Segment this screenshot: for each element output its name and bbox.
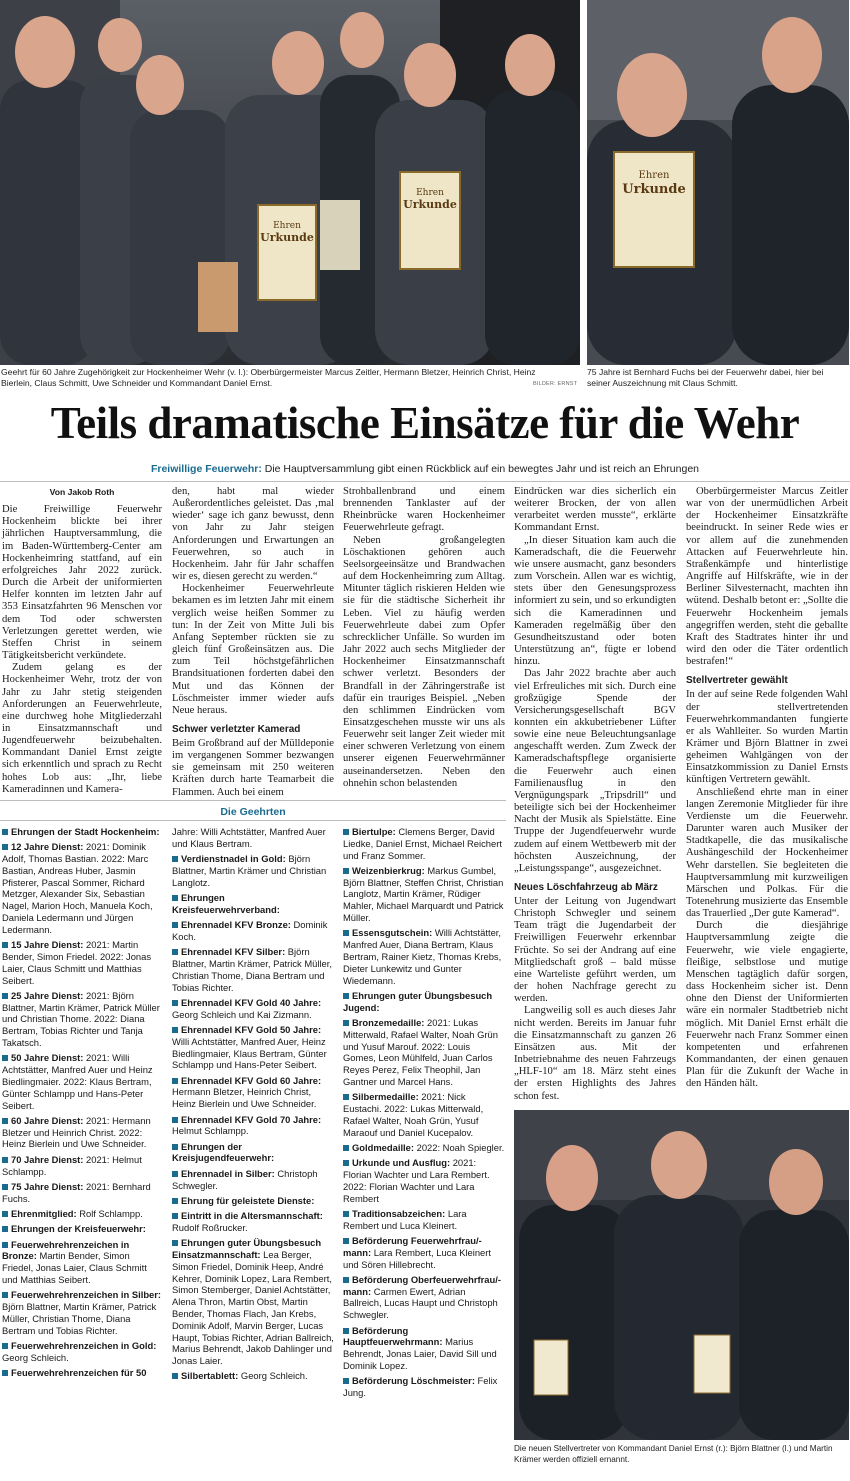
bullet-square-icon bbox=[2, 1118, 8, 1124]
honor-names: Georg Schleich. bbox=[238, 1370, 308, 1382]
honor-entry bbox=[172, 1370, 334, 1382]
honors-title: Die Geehrten bbox=[220, 806, 286, 818]
honor-label: Ehrennadel KFV Silber: bbox=[181, 946, 286, 958]
honor-label: Urkunde und Ausflug: bbox=[352, 1157, 451, 1169]
honor-label: Ehrennadel KFV Gold 40 Jahre: bbox=[181, 996, 322, 1008]
honor-entry bbox=[343, 1325, 505, 1372]
honor-names: Markus Gumbel, Björn Blattner, Steffen Christ, Christian Langlotz, Martin Krämer, Rüdiger Mahler, Michael Marquardt und Patrick Müller. bbox=[343, 864, 504, 924]
honor-names: 2022: Noah Spiegler. bbox=[414, 1141, 505, 1153]
honor-entry bbox=[172, 919, 334, 943]
honor-names: Rudolf Roßrucker. bbox=[172, 1221, 248, 1233]
bullet-square-icon bbox=[172, 895, 178, 901]
honor-names: Georg Schleich. bbox=[2, 1351, 69, 1363]
bullet-square-icon bbox=[343, 1238, 349, 1244]
honor-entry bbox=[172, 1195, 334, 1207]
bullet-square-icon bbox=[172, 1000, 178, 1006]
honor-entry bbox=[343, 826, 505, 861]
photo-credit: BILDER: ERNST bbox=[533, 381, 578, 387]
honor-label: Beförderung Feuerwehrfrau/-mann: bbox=[343, 1235, 482, 1258]
certificate-heading-3: Ehren bbox=[638, 170, 670, 181]
photo-bernhard-fuchs bbox=[587, 0, 849, 365]
bullet-square-icon bbox=[2, 829, 8, 835]
honor-label: Ehrungen Kreisfeuerwehrverband: bbox=[172, 891, 280, 915]
certificate-title-2: Urkunde bbox=[403, 198, 457, 211]
honor-names: Willi Achtstätter, Manfred Auer, Heinz Biedlingmaier, Klaus Bertram, Günter Schlampp und Hans-Peter Seibert. bbox=[172, 1035, 327, 1071]
subhead-kicker: Freiwillige Feuerwehr: bbox=[150, 463, 262, 475]
honor-entry bbox=[172, 892, 334, 916]
honor-names: 2021: Martin Bender, Simon Friedel. 2022: Jonas Laier, Claus Schmitt und Matthias Seibert. bbox=[2, 939, 152, 986]
honor-names: Lea Berger, Simon Friedel, Dominik Heep, André Kehrer, Dominik Lopez, Lara Rembert, Simon Stemberger, Daniel Achtstätter, Alena Thron, Martin Obst, Martin Bender, Thomas Flach, Jan Krebs, Dominik Adolf, Marvin Berger, Lucas Haupt, Tobias Richter, Adrian Ballreich, Marius Behrendt, Jakob Dahlinger und Jonas Laier. bbox=[172, 1249, 334, 1367]
bullet-square-icon bbox=[172, 1117, 178, 1123]
certificate-heading-2: Ehren bbox=[416, 188, 444, 198]
bullet-square-icon bbox=[172, 1198, 178, 1204]
honor-label: Biertulpe: bbox=[352, 826, 396, 837]
bullet-square-icon bbox=[2, 1343, 8, 1349]
article-paragraph: Anschließend ehrte man in einer langen Zeremonie Mitglieder für ihre Verdienste um die Feuerwehr. Darunter waren auch Musiker der Stadtkapelle, die das musikalische Aushängeschild der Hockenheimer Wehr darstellen. Sie begleiteten die Hauptversammlung mit kurzweiligen Märschen und Polkas. Für die Totenehrung musizierte das Ensemble das Trauerlied „Der gute Kamerad“. bbox=[686, 786, 848, 920]
honor-label: Feuerwehrehrenzeichen für 50 bbox=[11, 1366, 147, 1378]
bullet-square-icon bbox=[172, 922, 178, 928]
bullet-square-icon bbox=[172, 949, 178, 955]
honor-entry bbox=[2, 1340, 162, 1364]
bullet-square-icon bbox=[343, 993, 349, 999]
article-paragraph: Oberbürgermeister Marcus Zeitler war von der unermüdlichen Arbeit der Hockenheimer Einsatzkräfte beeindruckt. In seiner Rede wies er vor allem auf die zunehmenden Attacken auf Feuerwehrleute hin. Straßenkämpfe und hinterlistige Angriffe auf Hilfskräfte, wie in der Berliner Silvesternacht, machten ihn wütend. Deshalb betont er: „Sollte die Feuerwehr Hockenheim jemals angegriffen werden, steht die geballte Kraft des Stadtrates hinter ihr und wird den oder die Täter ordentlich bestrafen!“ bbox=[686, 486, 848, 668]
bullet-square-icon bbox=[172, 856, 178, 862]
honor-names: 2021: Bernhard Fuchs. bbox=[2, 1180, 151, 1204]
photo-caption-right: 75 Jahre ist Bernhard Fuchs bei der Feuerwehr dabei, hier bei seiner Auszeichnung mit Claus Schmitt. bbox=[587, 367, 824, 388]
article-paragraph: Die Freiwillige Feuerwehr Hockenheim blickte bei ihrer jährlichen Hauptversammlung, die im Baden-Württemberg-Center am Hockenheimring stattfand, auf ein erfolgreiches Jahr 2022 zurück. Durch die Arbeit der uniformierten Helfer konnten im letzten Jahr auf 353 Einsatzfahrten 96 Menschen vor dem Tod oder schwersten Verletzungen gerettet werden, wie Steffen Christ in seinem Tätigkeitsbericht verkündete. bbox=[2, 504, 162, 662]
bullet-square-icon bbox=[2, 1055, 8, 1061]
honor-label: Feuerwehrehrenzeichen in Bronze: bbox=[2, 1238, 130, 1262]
honor-label: Bronzemedaille: bbox=[352, 1016, 425, 1028]
subhead-text: Die Hauptversammlung gibt einen Rückblick auf ein bewegtes Jahr und ist reich an Ehrungen bbox=[261, 463, 700, 475]
honor-label: Essensgutschein: bbox=[352, 927, 433, 939]
honor-label: 60 Jahre Dienst: bbox=[11, 1114, 84, 1126]
honor-entry bbox=[2, 826, 162, 838]
bullet-square-icon bbox=[172, 1171, 178, 1177]
bullet-square-icon bbox=[2, 1370, 8, 1376]
honor-label: Beförderung Oberfeuerwehrfrau/-mann: bbox=[343, 1273, 501, 1297]
bullet-square-icon bbox=[172, 1240, 178, 1246]
article-paragraph: den, habt mal wieder Außerordentliches geleistet. Das ‚mal wieder‘ sage ich ganz bewusst, denn von Jahr zu Jahr steigen Anforderungen und Erwartungen an Feuerwehren, so auch in Hockenheim. Jahr für Jahr schaffen wir es, diesen gerecht zu werden.“ bbox=[172, 486, 334, 583]
honor-label: Eintritt in die Altersmannschaft: bbox=[181, 1210, 323, 1222]
article-paragraph: Das Jahr 2022 brachte aber auch viel Erfreuliches mit sich. Durch eine großzügige Spende der Versicherungsgesellschaft BGV konnten ein akkubetriebener Lüfter sowie eine neue Beleuchtungsanlage angeschafft werden. Zum Zweck der Kameradschaftspflege organisierte die Feuerwehr auch einen Familienausflug in den Vergnügungspark „Tripsdrill“ und beteiligte sich bei der Hockenheimer Nacht der Musik als Spielstätte. Eine Truppe der Jugendfeuerwehr wurde zudem auf einem Wettbewerb mit der höchsten Auszeichnung, der „Leistungsspange“, ausgezeichnet. bbox=[514, 668, 676, 874]
bullet-square-icon bbox=[343, 1211, 349, 1217]
honor-label: Ehrennadel KFV Gold 50 Jahre: bbox=[181, 1023, 322, 1035]
subhead bbox=[0, 462, 850, 476]
subheading-stellvertreter: Stellvertreter gewählt bbox=[686, 675, 788, 687]
honor-names: Lara Rembert, Luca Kleinert und Sören Hillebrecht. bbox=[343, 1246, 491, 1270]
honor-entry bbox=[343, 1235, 505, 1270]
honor-names: 2021: Björn Blattner, Martin Krämer, Patrick Müller und Christian Thome. 2022: Diana Bertram, Tobias Richter und Tanja Takatsch. bbox=[2, 989, 160, 1049]
honor-entry bbox=[343, 1091, 505, 1138]
bullet-square-icon bbox=[2, 1211, 8, 1217]
honor-entry bbox=[2, 1181, 162, 1205]
honor-entry bbox=[172, 1075, 334, 1110]
honor-label: Beförderung Löschmeister: bbox=[352, 1375, 475, 1387]
article-paragraph: Langweilig soll es auch dieses Jahr nicht werden. Bereits im Januar fuhr die Einsatzmannschaft zu ganzen 26 Einsätzen aus. Mit der Inbetriebnahme des neuen Fahrzeugs „HLF-10“ am 18. März steht eines der ersten Highlights des Jahres schon fest. bbox=[514, 1005, 676, 1102]
bullet-square-icon bbox=[2, 1157, 8, 1163]
honor-entry bbox=[172, 853, 334, 888]
article-paragraph: Durch die diesjährige Hauptversammlung zeigte die Feuerwehr, wie viele engagierte, fleißige, selbstlose und mutige Menschen tagtäglich dafür sorgen, dass Hockenheim sicher ist. Denn ohne den Dienst der Uniformierten wäre ein normaler Stadtbetrieb nicht möglich. Mit Daniel Ernst erhält die Feuerwehr nach Franz Sommer einen kompetenten und erfahrenen Kommandanten, der einen genauen Plan für die Zukunft der Wache in den Händen hält. bbox=[686, 920, 848, 1090]
article-paragraph: Neben großangelegten Löschaktionen gehören auch Seelsorgeeinsätze und Brandwachen auf dem Hockenheimring zum Alltag. Mitunter täglich riskieren Helden wie sie für die städtische Sicherheit ihr Leben. Viel zu häufig werden Feuerwehrleute dabei zum Opfer schrecklicher Unfälle. So wurden im Jahr 2022 auch sechs Mitglieder der Hockenheimer Einsatzmannschaft schwer verletzt. Besonders der Brandfall in der Zähringerstraße ist dafür ein trauriges Beispiel. „Neben den schlimmen Eindrücken vom Einsatzgeschehen musste wir uns als Feuerwehr seit langer Zeit wieder mit einer schweren Verletzung von einem unserer eigenen Feuerwehrmänner auseinandersetzen. Neben den ohnehin schon belastenden bbox=[343, 534, 505, 789]
honor-names: Felix Jung. bbox=[343, 1375, 498, 1399]
bullet-square-icon bbox=[343, 1145, 349, 1151]
honor-label: Silbermedaille: bbox=[352, 1091, 419, 1103]
honor-label: Ehrungen guter Übungsbesuch Jugend: bbox=[343, 989, 493, 1013]
honor-names: Hermann Bletzer, Heinrich Christ, Heinz Bierlein und Uwe Schneider. bbox=[172, 1086, 317, 1110]
honor-label: Ehrenmitglied: bbox=[11, 1207, 77, 1219]
byline: Von Jakob Roth bbox=[49, 487, 115, 497]
rule-top bbox=[0, 481, 850, 482]
honor-label: 70 Jahre Dienst: bbox=[11, 1153, 84, 1165]
bullet-square-icon bbox=[343, 1378, 349, 1384]
honor-names: Lara Rembert und Luca Kleinert. bbox=[343, 1207, 467, 1231]
honor-entry bbox=[343, 990, 505, 1014]
honor-entry bbox=[172, 997, 334, 1021]
certificate-title: Urkunde bbox=[260, 231, 314, 244]
bullet-square-icon bbox=[172, 1027, 178, 1033]
honor-entry bbox=[172, 826, 334, 850]
honor-entry bbox=[343, 865, 505, 924]
honor-names: Jahre: Willi Achtstätter, Manfred Auer und Klaus Bertram. bbox=[172, 826, 326, 849]
honor-names: Helmut Schlampp. bbox=[172, 1125, 249, 1137]
certificate-title-3: Urkunde bbox=[622, 182, 686, 197]
honor-entry bbox=[2, 1052, 162, 1111]
article-paragraph: Beim Großbrand auf der Mülldeponie im vergangenen Sommer bezwangen sie gemeinsam mit 250 weiteren Kräften durch harte Teamarbeit die Flammen. Auch bei einem bbox=[172, 737, 334, 798]
honor-label: Traditionsabzeichen: bbox=[352, 1207, 446, 1219]
certificate-heading: Ehren bbox=[273, 221, 301, 231]
honor-names: 2021: Lukas Mitterwald, Rafael Walter, Noah Grün und Yusuf Marouf. 2022: Louis Gomes, Leon Mühlfeld, Juan Carlos Reyes Perez, Felix Theophil, Jan Gantner und Marcel Hans. bbox=[343, 1016, 498, 1087]
bullet-square-icon bbox=[343, 1328, 349, 1334]
honor-entry bbox=[2, 990, 162, 1049]
honor-names: Björn Blattner, Martin Krämer, Patrick Müller, Christian Thome, Diana Bertram und Tobias Richter. bbox=[172, 946, 332, 993]
article-paragraph: Hockenheimer Feuerwehrleute bekamen es im letzten Jahr mit einem verglich weise heißen Sommer zu tun: In der Zeit von Mitte Juli bis Anfang September rückten sie zu gleich fünf Großeinsätzen aus. Die zum Teil höchstgefährlichen Brandsituationen forderten dabei den Mut und das Können der Löschmeister immer wieder aufs Neue heraus. bbox=[172, 583, 334, 716]
honor-entry bbox=[2, 1239, 162, 1286]
photo-group-honorees bbox=[0, 0, 580, 365]
honor-label: 12 Jahre Dienst: bbox=[11, 841, 84, 853]
honor-entry bbox=[2, 939, 162, 986]
honor-names: Carmen Ewert, Adrian Ballreich, Lucas Haupt und Christoph Schwegler. bbox=[343, 1285, 498, 1321]
bullet-square-icon bbox=[343, 829, 349, 835]
honor-entry bbox=[343, 1157, 505, 1204]
honors-col-1 bbox=[2, 826, 162, 1382]
honor-label: Weizenbierkrug: bbox=[352, 864, 425, 876]
photo-deputies bbox=[514, 1110, 849, 1440]
honor-names: 2021: Helmut Schlampp. bbox=[2, 1153, 142, 1177]
honor-label: Ehrennadel KFV Bronze: bbox=[181, 919, 291, 931]
honor-entry bbox=[172, 1237, 334, 1367]
honor-label: Ehrennadel KFV Gold 70 Jahre: bbox=[181, 1113, 322, 1125]
honors-rule bbox=[0, 800, 506, 801]
article-paragraph: Unter der Leitung von Jugendwart Christoph Schwegler und seinem Team trägt die Jugendarbeit der Freiwilligen Feuerwehr erkennbar Früchte. So sei der Andrang auf eine Mitgliedschaft groß – bald müsse eine Warteliste geführt werden, um der hohen Nachfrage gerecht zu werden. bbox=[514, 896, 676, 1005]
bullet-square-icon bbox=[2, 844, 8, 850]
subheading-loeschfahrzeug: Neues Löschfahrzeug ab März bbox=[514, 882, 658, 893]
bullet-square-icon bbox=[343, 1160, 349, 1166]
honor-label: Ehrennadel in Silber: bbox=[181, 1167, 275, 1179]
honor-label: Feuerwehrehrenzeichen in Silber: bbox=[11, 1289, 162, 1301]
honor-entry bbox=[343, 1017, 505, 1088]
bullet-square-icon bbox=[172, 1213, 178, 1219]
honor-names: 2021: Florian Wachter und Lara Rembert. 2022: Florian Wachter und Lara Rembert bbox=[343, 1157, 490, 1204]
honor-entry bbox=[2, 1367, 162, 1379]
bullet-square-icon bbox=[172, 1078, 178, 1084]
bullet-square-icon bbox=[343, 1094, 349, 1100]
honor-names: Martin Bender, Simon Friedel, Jonas Laier, Claus Schmitt und Matthias Seibert. bbox=[2, 1250, 147, 1285]
bullet-square-icon bbox=[2, 942, 8, 948]
honor-label: Ehrung für geleistete Dienste: bbox=[181, 1194, 315, 1206]
honor-names: Christoph Schwegler. bbox=[172, 1167, 318, 1191]
honor-entry bbox=[343, 1142, 505, 1154]
honor-entry bbox=[172, 1141, 334, 1165]
subheading-schwer-verletzt: Schwer verletzter Kamerad bbox=[172, 723, 301, 735]
bullet-square-icon bbox=[343, 868, 349, 874]
bullet-square-icon bbox=[2, 993, 8, 999]
honor-label: Silbertablett: bbox=[181, 1370, 239, 1382]
honor-names: Rolf Schlampp. bbox=[76, 1207, 143, 1219]
honor-label: Ehrennadel KFV Gold 60 Jahre: bbox=[181, 1074, 322, 1086]
honor-names: Björn Blattner, Martin Krämer und Christian Langlotz. bbox=[172, 853, 327, 888]
bullet-square-icon bbox=[2, 1242, 8, 1248]
bullet-square-icon bbox=[2, 1184, 8, 1190]
article-col-1 bbox=[2, 486, 162, 796]
article-paragraph: Strohballenbrand und einem brennenden Tanklaster auf der Rheinbrücke waren Hockenheimer Feuerwehrleute gefragt. bbox=[343, 486, 505, 534]
honor-entry bbox=[172, 1168, 334, 1192]
article-paragraph: Zudem gelang es der Hockenheimer Wehr, trotz der von Jahr zu Jahr stetig steigenden Anforderungen an Feuerwehrleute, eine durchweg hohe Mitgliederzahl in Einsatzmannschaft und Jugendfeuerwehr beizubehalten. Kommandant Daniel Ernst zeigte sich erkenntlich und sprach zu Recht hohes Lob aus: „Ihr, liebe Kameradinnen und Kamera- bbox=[2, 662, 162, 795]
honor-label: 15 Jahre Dienst: bbox=[11, 939, 84, 951]
bullet-square-icon bbox=[2, 1226, 8, 1232]
honor-names: Georg Schleich und Kai Zizmann. bbox=[172, 1008, 312, 1020]
honor-entry bbox=[2, 1154, 162, 1178]
honor-label: 75 Jahre Dienst: bbox=[11, 1180, 84, 1192]
bullet-square-icon bbox=[172, 1144, 178, 1150]
honor-label: Feuerwehrehrenzeichen in Gold: bbox=[11, 1339, 157, 1351]
honor-label: Ehrungen der Stadt Hockenheim: bbox=[11, 826, 160, 837]
honor-names: Clemens Berger, David Liedke, Daniel Ernst, Michael Reichert und Franz Sommer. bbox=[343, 826, 502, 861]
photo-caption-main: Geehrt für 60 Jahre Zugehörigkeit zur Hockenheimer Wehr (v. l.): Oberbürgermeister Marcus Zeitler, Hermann Bletzer, Heinrich Christ, Heinz Bierlein, Claus Schmitt, Uwe Schneider und Kommandant Daniel Ernst. bbox=[1, 367, 536, 388]
honor-names: 2021: Hermann Bletzer und Heinrich Christ. 2022: Heinz Bierlein und Uwe Schneider. bbox=[2, 1114, 151, 1150]
honor-entry bbox=[343, 1375, 505, 1399]
article-col-4 bbox=[514, 486, 676, 1103]
honor-entry bbox=[343, 927, 505, 986]
honor-names: 2021: Nick Eustachi. 2022: Lukas Mitterwald, Rafael Walter, Noah Grün, Yusuf Maraouf und Daniel Kucepalov. bbox=[343, 1091, 484, 1138]
article-paragraph: Eindrücken war dies sicherlich ein weiterer Brocken, der von allen verarbeitet werden musste“, erklärte Kommandant Ernst. bbox=[514, 486, 676, 534]
article-col-2 bbox=[172, 486, 334, 799]
article-col-3 bbox=[343, 486, 505, 790]
article-col-5 bbox=[686, 486, 848, 1091]
honor-names: 2021: Willi Achtstätter, Manfred Auer und Heinz Biedlingmaier. 2022: Klaus Bertram, Günter Schlampp und Hans-Peter Seibert. bbox=[2, 1052, 153, 1111]
honor-label: Ehrungen der Kreisjugendfeuerwehr: bbox=[172, 1140, 275, 1164]
honor-entry bbox=[2, 1115, 162, 1150]
honor-names: Willi Achtstätter, Manfred Auer, Diana Bertram, Klaus Bertram, Rainer Kietz, Thomas Krebs, Dieter Lunkewitz und Gunter Wiedemann. bbox=[343, 927, 502, 986]
honor-entry bbox=[343, 1208, 505, 1232]
bullet-square-icon bbox=[172, 1373, 178, 1379]
honor-label: Verdienstnadel in Gold: bbox=[181, 853, 286, 865]
article-paragraph: In der auf seine Rede folgenden Wahl der stellvertretenden Feuerwehrkommandanten fungierte er als Wahlleiter. So wurden Martin Krämer und Björn Blattner in zwei geheimen Wahlgängen von der Einsatzkommission zu Daniel Ernsts künftigen Vertretern gewählt. bbox=[686, 689, 848, 786]
honor-entry bbox=[172, 1024, 334, 1071]
honor-entry bbox=[2, 1223, 162, 1235]
honor-label: Ehrungen der Kreisfeuerwehr: bbox=[11, 1223, 146, 1235]
honors-rule-2 bbox=[0, 820, 506, 821]
honor-label: Beförderung Hauptfeuerwehrmann: bbox=[343, 1324, 443, 1348]
honor-names: Dominik Koch. bbox=[172, 919, 328, 942]
honor-label: Goldmedaille: bbox=[352, 1141, 414, 1153]
bullet-square-icon bbox=[343, 930, 349, 936]
honor-label: 25 Jahre Dienst: bbox=[11, 989, 84, 1001]
honor-entry bbox=[172, 946, 334, 993]
honor-names: Björn Blattner, Martin Krämer, Patrick Müller, Christian Thome, Diana Bertram und Tobias Richter. bbox=[2, 1300, 157, 1336]
honor-entry bbox=[343, 1274, 505, 1321]
honors-col-3 bbox=[343, 826, 505, 1402]
headline: Teils dramatische Einsätze für die Wehr bbox=[50, 398, 800, 448]
honor-entry bbox=[172, 1114, 334, 1138]
photo-caption-bottom: Die neuen Stellvertreter von Kommandant Daniel Ernst (r.): Björn Blattner (l.) und Martin Krämer werden offiziell ernannt. bbox=[514, 1444, 833, 1464]
article-paragraph: „In dieser Situation kam auch die Kameradschaft, die die Feuerwehr wie unsere ausmacht, ganz besonders zum Vorschein. Allen war es wichtig, stets über den Genesungsprozess informiert zu sein, und so erkundigten sich die Kameradinnen und Kameraden regelmäßig über den Gesundheitszustand oder boten Unterstützung an“, fügte er lobend hinzu. bbox=[514, 534, 676, 668]
honor-label: 50 Jahre Dienst: bbox=[11, 1052, 84, 1064]
bullet-square-icon bbox=[343, 1277, 349, 1283]
bullet-square-icon bbox=[343, 1020, 349, 1026]
honor-label: Ehrungen guter Übungsbesuch Einsatzmannschaft: bbox=[172, 1237, 322, 1260]
honor-entry bbox=[172, 1210, 334, 1234]
honor-entry bbox=[2, 1208, 162, 1220]
bullet-square-icon bbox=[2, 1292, 8, 1298]
honors-col-2 bbox=[172, 826, 334, 1386]
honor-names: 2021: Dominik Adolf, Thomas Bastian. 2022: Marc Bastian, Andreas Huber, Jasmin Pfisterer, Pascal Sommer, Richard Metzger, Alexander Six, Sebastian Nagel, Marion Hoch, Manuela Koch, Daniela Ledermann und Jürgen Ledermann. bbox=[2, 841, 153, 935]
honor-names: Marius Behrendt, Jonas Laier, David Sill und Dominik Lopez. bbox=[343, 1336, 497, 1371]
honor-entry bbox=[2, 841, 162, 935]
honor-entry bbox=[2, 1289, 162, 1336]
